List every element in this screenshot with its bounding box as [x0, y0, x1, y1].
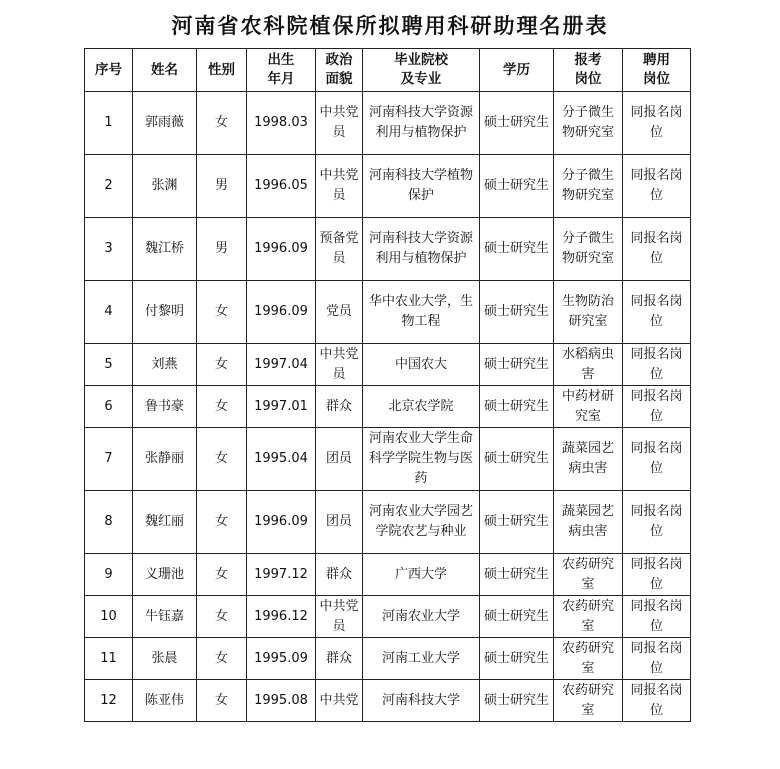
cell-no: 11: [85, 638, 133, 680]
cell-hire: 同报名岗位: [623, 155, 691, 218]
cell-birth: 1995.04: [247, 428, 316, 491]
cell-apply: 蔬菜园艺病虫害: [554, 491, 623, 554]
cell-hire: 同报名岗位: [623, 218, 691, 281]
cell-gender: 女: [197, 428, 247, 491]
table-row: [85, 281, 691, 344]
cell-school: 河南农业大学: [363, 596, 480, 638]
cell-no: 8: [85, 491, 133, 554]
cell-political: 党员: [316, 281, 363, 344]
cell-apply: 分子微生物研究室: [554, 155, 623, 218]
cell-degree: 硕士研究生: [480, 428, 554, 491]
table-row: [85, 638, 691, 680]
cell-birth: 1995.08: [247, 680, 316, 722]
cell-degree: 硕士研究生: [480, 596, 554, 638]
cell-birth: 1996.09: [247, 491, 316, 554]
header-hire: 聘用 岗位: [623, 49, 691, 92]
cell-school: 河南科技大学植物保护: [363, 155, 480, 218]
cell-political: 预备党员: [316, 218, 363, 281]
cell-no: 4: [85, 281, 133, 344]
cell-birth: 1997.04: [247, 344, 316, 386]
cell-gender: 女: [197, 386, 247, 428]
cell-hire: 同报名岗位: [623, 596, 691, 638]
cell-gender: 男: [197, 218, 247, 281]
cell-no: 3: [85, 218, 133, 281]
header-no: 序号: [85, 49, 133, 92]
header-degree: 学历: [480, 49, 554, 92]
cell-degree: 硕士研究生: [480, 344, 554, 386]
cell-degree: 硕士研究生: [480, 155, 554, 218]
cell-apply: 蔬菜园艺病虫害: [554, 428, 623, 491]
cell-apply: 农药研究室: [554, 554, 623, 596]
cell-political: 中共党员: [316, 344, 363, 386]
cell-no: 6: [85, 386, 133, 428]
table-row: [85, 344, 691, 386]
cell-gender: 女: [197, 554, 247, 596]
cell-degree: 硕士研究生: [480, 386, 554, 428]
roster-body: [85, 92, 691, 722]
cell-name: 鲁书豪: [133, 386, 197, 428]
cell-gender: 女: [197, 491, 247, 554]
cell-school: 河南科技大学资源利用与植物保护: [363, 218, 480, 281]
table-row: [85, 386, 691, 428]
table-row: [85, 554, 691, 596]
cell-school: 河南科技大学资源利用与植物保护: [363, 92, 480, 155]
cell-name: 郭雨薇: [133, 92, 197, 155]
header-gender: 性别: [197, 49, 247, 92]
cell-birth: 1995.09: [247, 638, 316, 680]
cell-birth: 1996.05: [247, 155, 316, 218]
cell-political: 群众: [316, 386, 363, 428]
cell-no: 12: [85, 680, 133, 722]
cell-apply: 生物防治研究室: [554, 281, 623, 344]
cell-hire: 同报名岗位: [623, 428, 691, 491]
cell-apply: 农药研究室: [554, 680, 623, 722]
cell-name: 牛钰嘉: [133, 596, 197, 638]
header-school: 毕业院校 及专业: [363, 49, 480, 92]
header-apply: 报考 岗位: [554, 49, 623, 92]
table-row: [85, 680, 691, 722]
cell-school: 中国农大: [363, 344, 480, 386]
cell-political: 中共党: [316, 680, 363, 722]
cell-degree: 硕士研究生: [480, 554, 554, 596]
cell-hire: 同报名岗位: [623, 554, 691, 596]
cell-name: 魏江桥: [133, 218, 197, 281]
cell-gender: 女: [197, 92, 247, 155]
cell-school: 河南农业大学生命科学学院生物与医药: [363, 428, 480, 491]
header-name: 姓名: [133, 49, 197, 92]
cell-hire: 同报名岗位: [623, 281, 691, 344]
cell-gender: 女: [197, 344, 247, 386]
cell-school: 河南工业大学: [363, 638, 480, 680]
cell-no: 9: [85, 554, 133, 596]
cell-political: 团员: [316, 428, 363, 491]
cell-degree: 硕士研究生: [480, 92, 554, 155]
header-birth: 出生 年月: [247, 49, 316, 92]
cell-birth: 1996.09: [247, 218, 316, 281]
cell-school: 河南农业大学园艺学院农艺与种业: [363, 491, 480, 554]
cell-political: 团员: [316, 491, 363, 554]
document-title: 河南省农科院植保所拟聘用科研助理名册表: [171, 13, 609, 38]
cell-apply: 农药研究室: [554, 596, 623, 638]
cell-degree: 硕士研究生: [480, 680, 554, 722]
cell-school: 河南科技大学: [363, 680, 480, 722]
table-row: [85, 92, 691, 155]
header-row: [85, 49, 691, 92]
table-row: [85, 155, 691, 218]
cell-political: 群众: [316, 638, 363, 680]
cell-gender: 女: [197, 596, 247, 638]
cell-apply: 分子微生物研究室: [554, 92, 623, 155]
cell-degree: 硕士研究生: [480, 491, 554, 554]
cell-gender: 女: [197, 680, 247, 722]
table-row: [85, 596, 691, 638]
cell-hire: 同报名岗位: [623, 680, 691, 722]
cell-hire: 同报名岗位: [623, 491, 691, 554]
cell-hire: 同报名岗位: [623, 638, 691, 680]
cell-no: 7: [85, 428, 133, 491]
cell-political: 中共党员: [316, 155, 363, 218]
cell-school: 北京农学院: [363, 386, 480, 428]
cell-name: 魏红丽: [133, 491, 197, 554]
cell-no: 2: [85, 155, 133, 218]
roster-table: [84, 48, 691, 722]
table-row: [85, 491, 691, 554]
cell-no: 1: [85, 92, 133, 155]
cell-degree: 硕士研究生: [480, 281, 554, 344]
cell-hire: 同报名岗位: [623, 344, 691, 386]
cell-name: 付黎明: [133, 281, 197, 344]
cell-hire: 同报名岗位: [623, 386, 691, 428]
table-row: [85, 428, 691, 491]
cell-degree: 硕士研究生: [480, 638, 554, 680]
cell-no: 5: [85, 344, 133, 386]
header-political: 政治 面貌: [316, 49, 363, 92]
cell-political: 中共党员: [316, 596, 363, 638]
cell-apply: 农药研究室: [554, 638, 623, 680]
cell-name: 张静丽: [133, 428, 197, 491]
cell-gender: 男: [197, 155, 247, 218]
cell-name: 张渊: [133, 155, 197, 218]
cell-school: 广西大学: [363, 554, 480, 596]
cell-name: 张晨: [133, 638, 197, 680]
cell-birth: 1998.03: [247, 92, 316, 155]
cell-degree: 硕士研究生: [480, 218, 554, 281]
cell-school: 华中农业大学，生物工程: [363, 281, 480, 344]
table-row: [85, 218, 691, 281]
cell-hire: 同报名岗位: [623, 92, 691, 155]
cell-birth: 1996.12: [247, 596, 316, 638]
cell-birth: 1996.09: [247, 281, 316, 344]
cell-political: 中共党员: [316, 92, 363, 155]
cell-gender: 女: [197, 281, 247, 344]
cell-birth: 1997.12: [247, 554, 316, 596]
cell-gender: 女: [197, 638, 247, 680]
cell-no: 10: [85, 596, 133, 638]
cell-apply: 分子微生物研究室: [554, 218, 623, 281]
cell-name: 义珊池: [133, 554, 197, 596]
cell-apply: 水稻病虫害: [554, 344, 623, 386]
cell-name: 刘燕: [133, 344, 197, 386]
cell-political: 群众: [316, 554, 363, 596]
cell-name: 陈亚伟: [133, 680, 197, 722]
cell-birth: 1997.01: [247, 386, 316, 428]
cell-apply: 中药材研究室: [554, 386, 623, 428]
